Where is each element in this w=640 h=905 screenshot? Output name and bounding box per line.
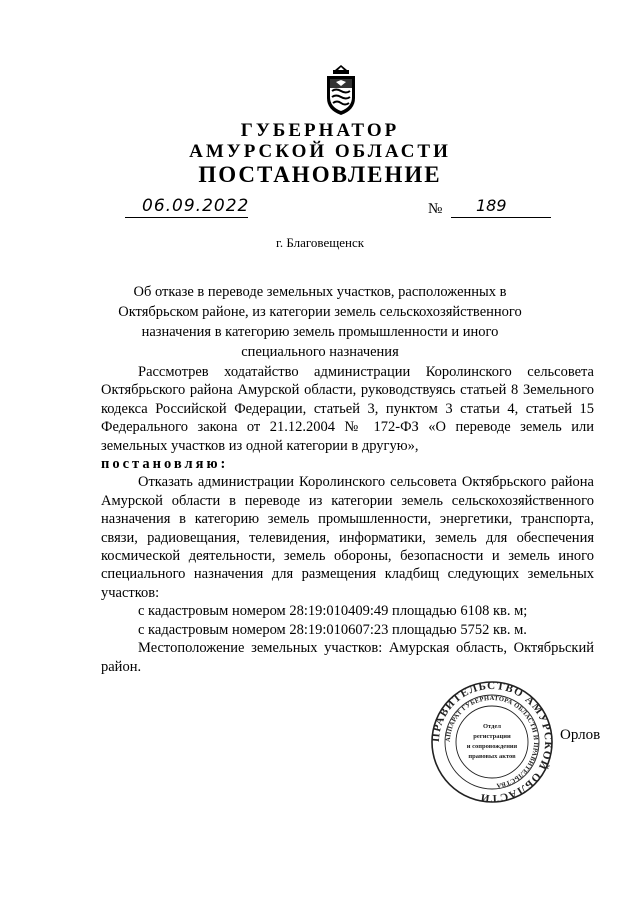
stamp-middle-text: АППАРАТ ГУБЕРНАТОРА ОБЛАСТИ И ПРАВИТЕЛЬСТВА: [444, 694, 540, 789]
decision-paragraph: Отказать администрации Королинского сельсовета Октябрьского района Амурской области в переводе из категории земель сельскохозяйственного назначения в категорию земель промышленности, энергетики, транспорта, связи, радиовещания, телевидения, информатики, земель для обеспечения космической деятельности, земель обороны, безопасности и земель иного специального назначения для размещения кладбищ следующих земельных участков:: [101, 474, 594, 601]
document-body: [101, 363, 594, 676]
signer-name: Орлов: [560, 727, 601, 743]
governor-heading: ГУБЕРНАТОР: [240, 120, 400, 141]
document-type-title: ПОСТАНОВЛЕНИЕ: [198, 162, 442, 187]
plot-item-1: с кадастровым номером 28:19:010409:49 площадью 6108 кв. м;: [138, 603, 528, 620]
number-underline: [451, 217, 551, 218]
city: г. Благовещенск: [275, 235, 365, 250]
region-heading: АМУРСКОЙ ОБЛАСТИ: [189, 141, 451, 162]
official-stamp-icon: [430, 680, 554, 804]
date-underline: [125, 217, 248, 218]
stamp-line-4: правовых актов: [468, 753, 516, 760]
handwritten-number: 189: [476, 196, 507, 215]
location-paragraph: Местоположение земельных участков: Амурская область, Октябрьский район.: [101, 640, 594, 675]
stamp-line-2: регистрации: [473, 733, 511, 740]
preamble-paragraph: Рассмотрев ходатайство администрации Королинского сельсовета Октябрьского района Амурской области, руководствуясь статьей 8 Земельного кодекса Российской Федерации, статьей 3, пунктом 3 статьи 4, статьей 15 Федерального закона от 21.12.2004 № 172-ФЗ «О переводе земель или земельных участков из одной категории в другую»,: [101, 364, 594, 454]
number-label: №: [428, 201, 443, 217]
document-subject: Об отказе в переводе земельных участков, расположенных в Октябрьском районе, из категории земель сельскохозяйственного назначения в категорию земель промышленности и иного специального назначения: [118, 284, 522, 360]
coat-of-arms-icon: [324, 64, 358, 116]
handwritten-date: 06.09.2022: [142, 196, 250, 216]
plot-item-2: с кадастровым номером 28:19:010607:23 площадью 5752 кв. м.: [138, 621, 527, 638]
decree-word: постановляю:: [101, 456, 229, 473]
stamp-line-3: и сопровождения: [466, 743, 518, 750]
stamp-outer-text: ПРАВИТЕЛЬСТВО АМУРСКОЙ ОБЛАСТИ: [430, 680, 554, 804]
stamp-line-1: Отдел: [483, 723, 501, 730]
